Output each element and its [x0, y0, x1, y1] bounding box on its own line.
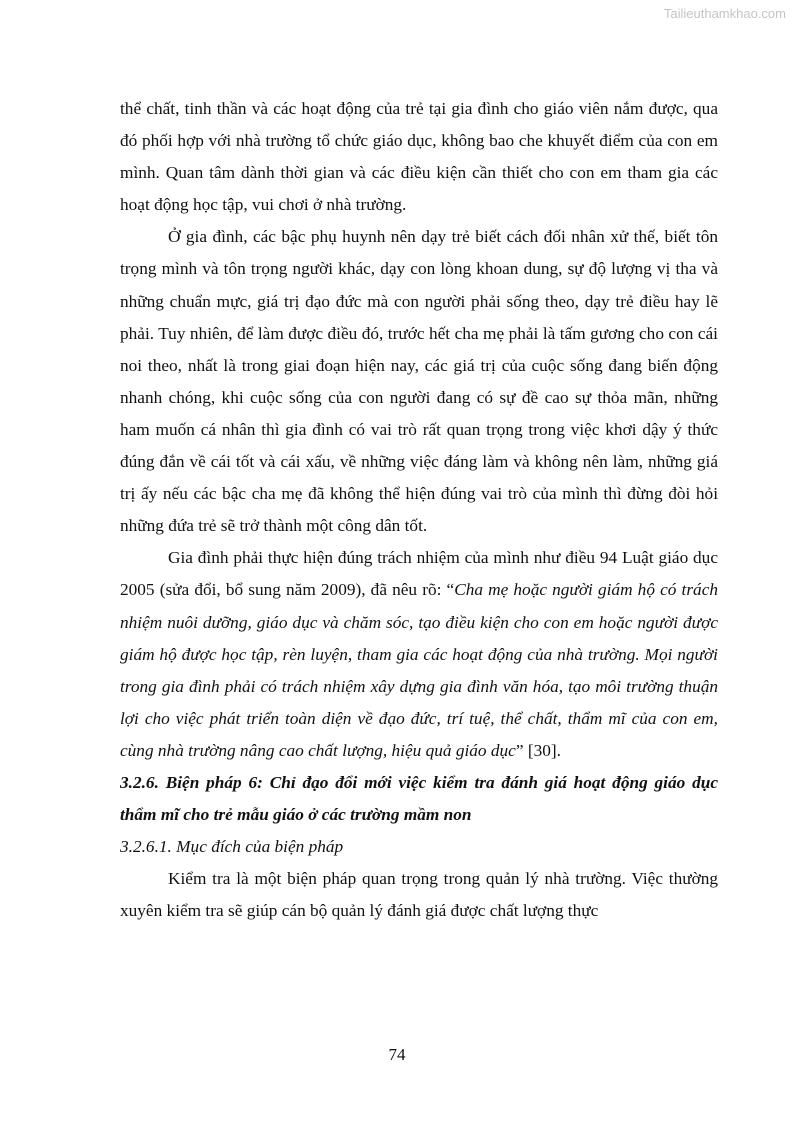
- paragraph-continuation: thể chất, tinh thần và các hoạt động của trẻ tại gia đình cho giáo viên nắm được, qua đó phối hợp với nhà trường tổ chức giáo dục, không bao che khuyết điểm của con em mình. Quan tâm dành thời gian và các điều kiện cần thiết cho con em tham gia các hoạt động học tập, vui chơi ở nhà trường.: [120, 99, 718, 215]
- document-body: [120, 93, 718, 927]
- law-citation-text: ” [30].: [515, 740, 561, 760]
- paragraph-education-law: [120, 542, 718, 767]
- subsection-heading: 3.2.6.1. Mục đích của biện pháp: [120, 837, 344, 857]
- section-heading: 3.2.6. Biện pháp 6: Chỉ đạo đổi mới việc kiểm tra đánh giá hoạt động giáo dục thẩm mĩ cho trẻ mẫu giáo ở các trường mầm non: [120, 772, 718, 825]
- page-number: 74: [388, 1045, 406, 1064]
- paragraph-inspection: Kiểm tra là một biện pháp quan trọng trong quản lý nhà trường. Việc thường xuyên kiểm tra sẽ giúp cán bộ quản lý đánh giá được chất lượng thực: [120, 869, 718, 921]
- law-intro-text: Gia đình phải thực hiện đúng trách nhiệm của mình như điều 94 Luật giáo dục 2005 (sửa đổi, bổ sung năm 2009), đã nêu rõ: “: [120, 548, 718, 600]
- paragraph-family-role: Ở gia đình, các bậc phụ huynh nên dạy trẻ biết cách đối nhân xử thế, biết tôn trọng mình và tôn trọng người khác, dạy con lòng khoan dung, sự độ lượng vị tha và những chuẩn mực, giá trị đạo đức mà con người phải sống theo, dạy trẻ điều hay lẽ phải. Tuy nhiên, để làm được điều đó, trước hết cha mẹ phải là tấm gương cho con cái noi theo, nhất là trong giai đoạn hiện nay, các giá trị của cuộc sống đang biến động nhanh chóng, khi cuộc sống của con người đang có sự đề cao sự thỏa mãn, những ham muốn cá nhân thì gia đình có vai trò rất quan trọng trong việc khơi dậy ý thức đúng đắn về cái tốt và cái xấu, về những việc đáng làm và không nên làm, những giá trị ấy nếu các bậc cha mẹ đã không thể hiện đúng vai trò của mình thì đừng đòi hỏi những đứa trẻ sẽ trở thành một công dân tốt.: [120, 227, 718, 536]
- watermark: Tailieuthamkhao.com: [663, 6, 786, 21]
- law-quote-text: Cha mẹ hoặc người giám hộ có trách nhiệm nuôi dưỡng, giáo dục và chăm sóc, tạo điều kiện cho con em hoặc người được giám hộ được học tập, rèn luyện, tham gia các hoạt động của nhà trường. Mọi người trong gia đình phải có trách nhiệm xây dựng gia đình văn hóa, tạo môi trường thuận lợi cho việc phát triển toàn diện về đạo đức, trí tuệ, thể chất, thẩm mĩ của con em, cùng nhà trường nâng cao chất lượng, hiệu quả giáo dục: [120, 580, 719, 760]
